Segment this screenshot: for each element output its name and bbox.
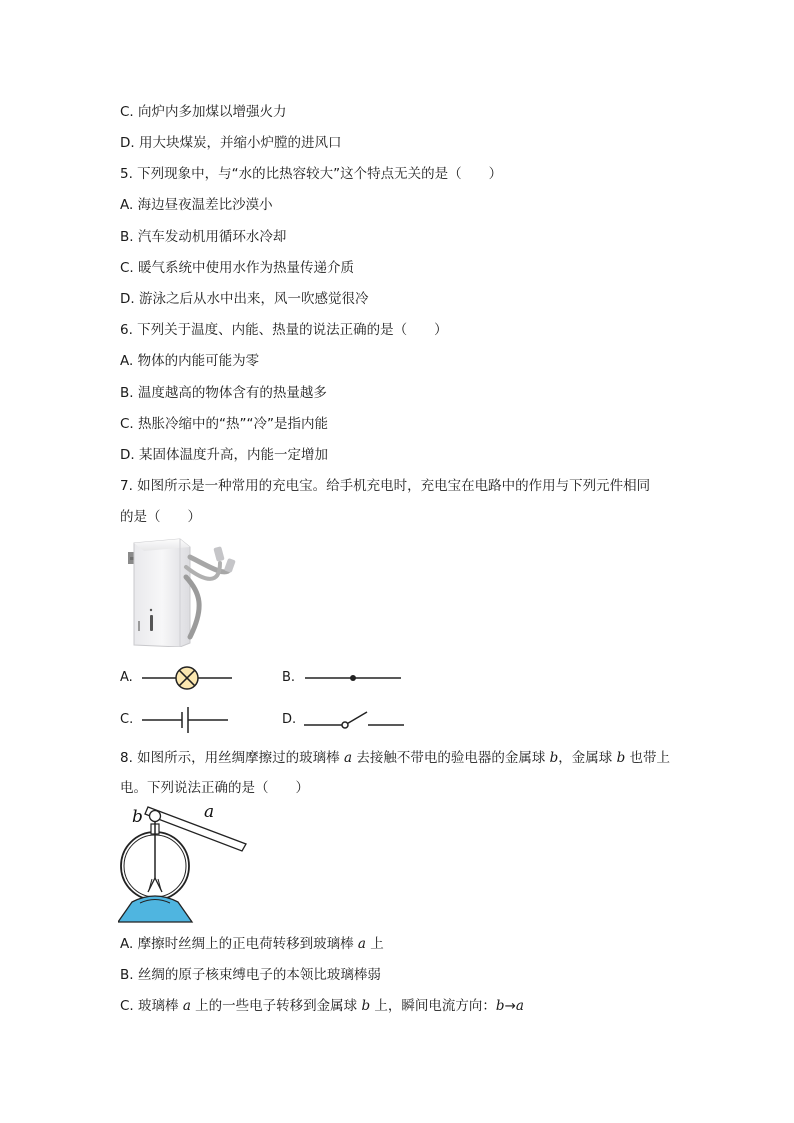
option-c-prev: C. 向炉内多加煤以增强火力 xyxy=(120,104,287,120)
q5-option-a: A. 海边昼夜温差比沙漠小 xyxy=(120,197,273,213)
electroscope-image xyxy=(118,802,258,926)
power-bank-image xyxy=(120,537,240,647)
question-7-line1: 7. 如图所示是一种常用的充电宝。给手机充电时，充电宝在电路中的作用与下列元件相同 xyxy=(120,478,651,494)
q5-option-d: D. 游泳之后从水中出来，风一吹感觉很冷 xyxy=(120,291,369,307)
q6-option-c: C. 热胀冷缩中的“热”“冷”是指内能 xyxy=(120,416,328,432)
label-a: a xyxy=(204,802,215,822)
q6-option-a: A. 物体的内能可能为零 xyxy=(120,353,260,369)
question-7-line2: 的是（ ） xyxy=(120,509,201,525)
wire-node-symbol xyxy=(305,670,401,686)
q6-option-d: D. 某固体温度升高，内能一定增加 xyxy=(120,447,328,463)
question-5: 5. 下列现象中，与“水的比热容较大”这个特点无关的是（ ） xyxy=(120,166,503,182)
option-d-prev: D. 用大块煤炭，并缩小炉膛的进风口 xyxy=(120,135,342,151)
question-6: 6. 下列关于温度、内能、热量的说法正确的是（ ） xyxy=(120,322,448,338)
q8-option-c: C. 玻璃棒 a 上的一些电子转移到金属球 b 上，瞬间电流方向：b→a xyxy=(120,998,524,1014)
q7-option-d-label: D. xyxy=(282,712,297,727)
battery-symbol xyxy=(142,706,228,734)
q6-option-b: B. 温度越高的物体含有的热量越多 xyxy=(120,385,327,401)
q5-option-b: B. 汽车发动机用循环水冷却 xyxy=(120,229,287,245)
question-8-line2: 电。下列说法正确的是（ ） xyxy=(120,780,309,796)
q5-option-c: C. 暖气系统中使用水作为热量传递介质 xyxy=(120,260,355,276)
switch-symbol xyxy=(304,709,404,731)
q7-option-b-label: B. xyxy=(282,670,296,685)
q7-option-c-label: C. xyxy=(120,712,134,727)
q8-option-a: A. 摩擦时丝绸上的正电荷转移到玻璃棒 a 上 xyxy=(120,936,384,952)
question-8-line1: 8. 如图所示，用丝绸摩擦过的玻璃棒 a 去接触不带电的验电器的金属球 b，金属球 b 也带上 xyxy=(120,750,671,766)
q8-option-b: B. 丝绸的原子核束缚电子的本领比玻璃棒弱 xyxy=(120,967,381,983)
label-b: b xyxy=(132,807,143,827)
lamp-symbol xyxy=(142,663,232,693)
q7-option-a-label: A. xyxy=(120,670,133,685)
